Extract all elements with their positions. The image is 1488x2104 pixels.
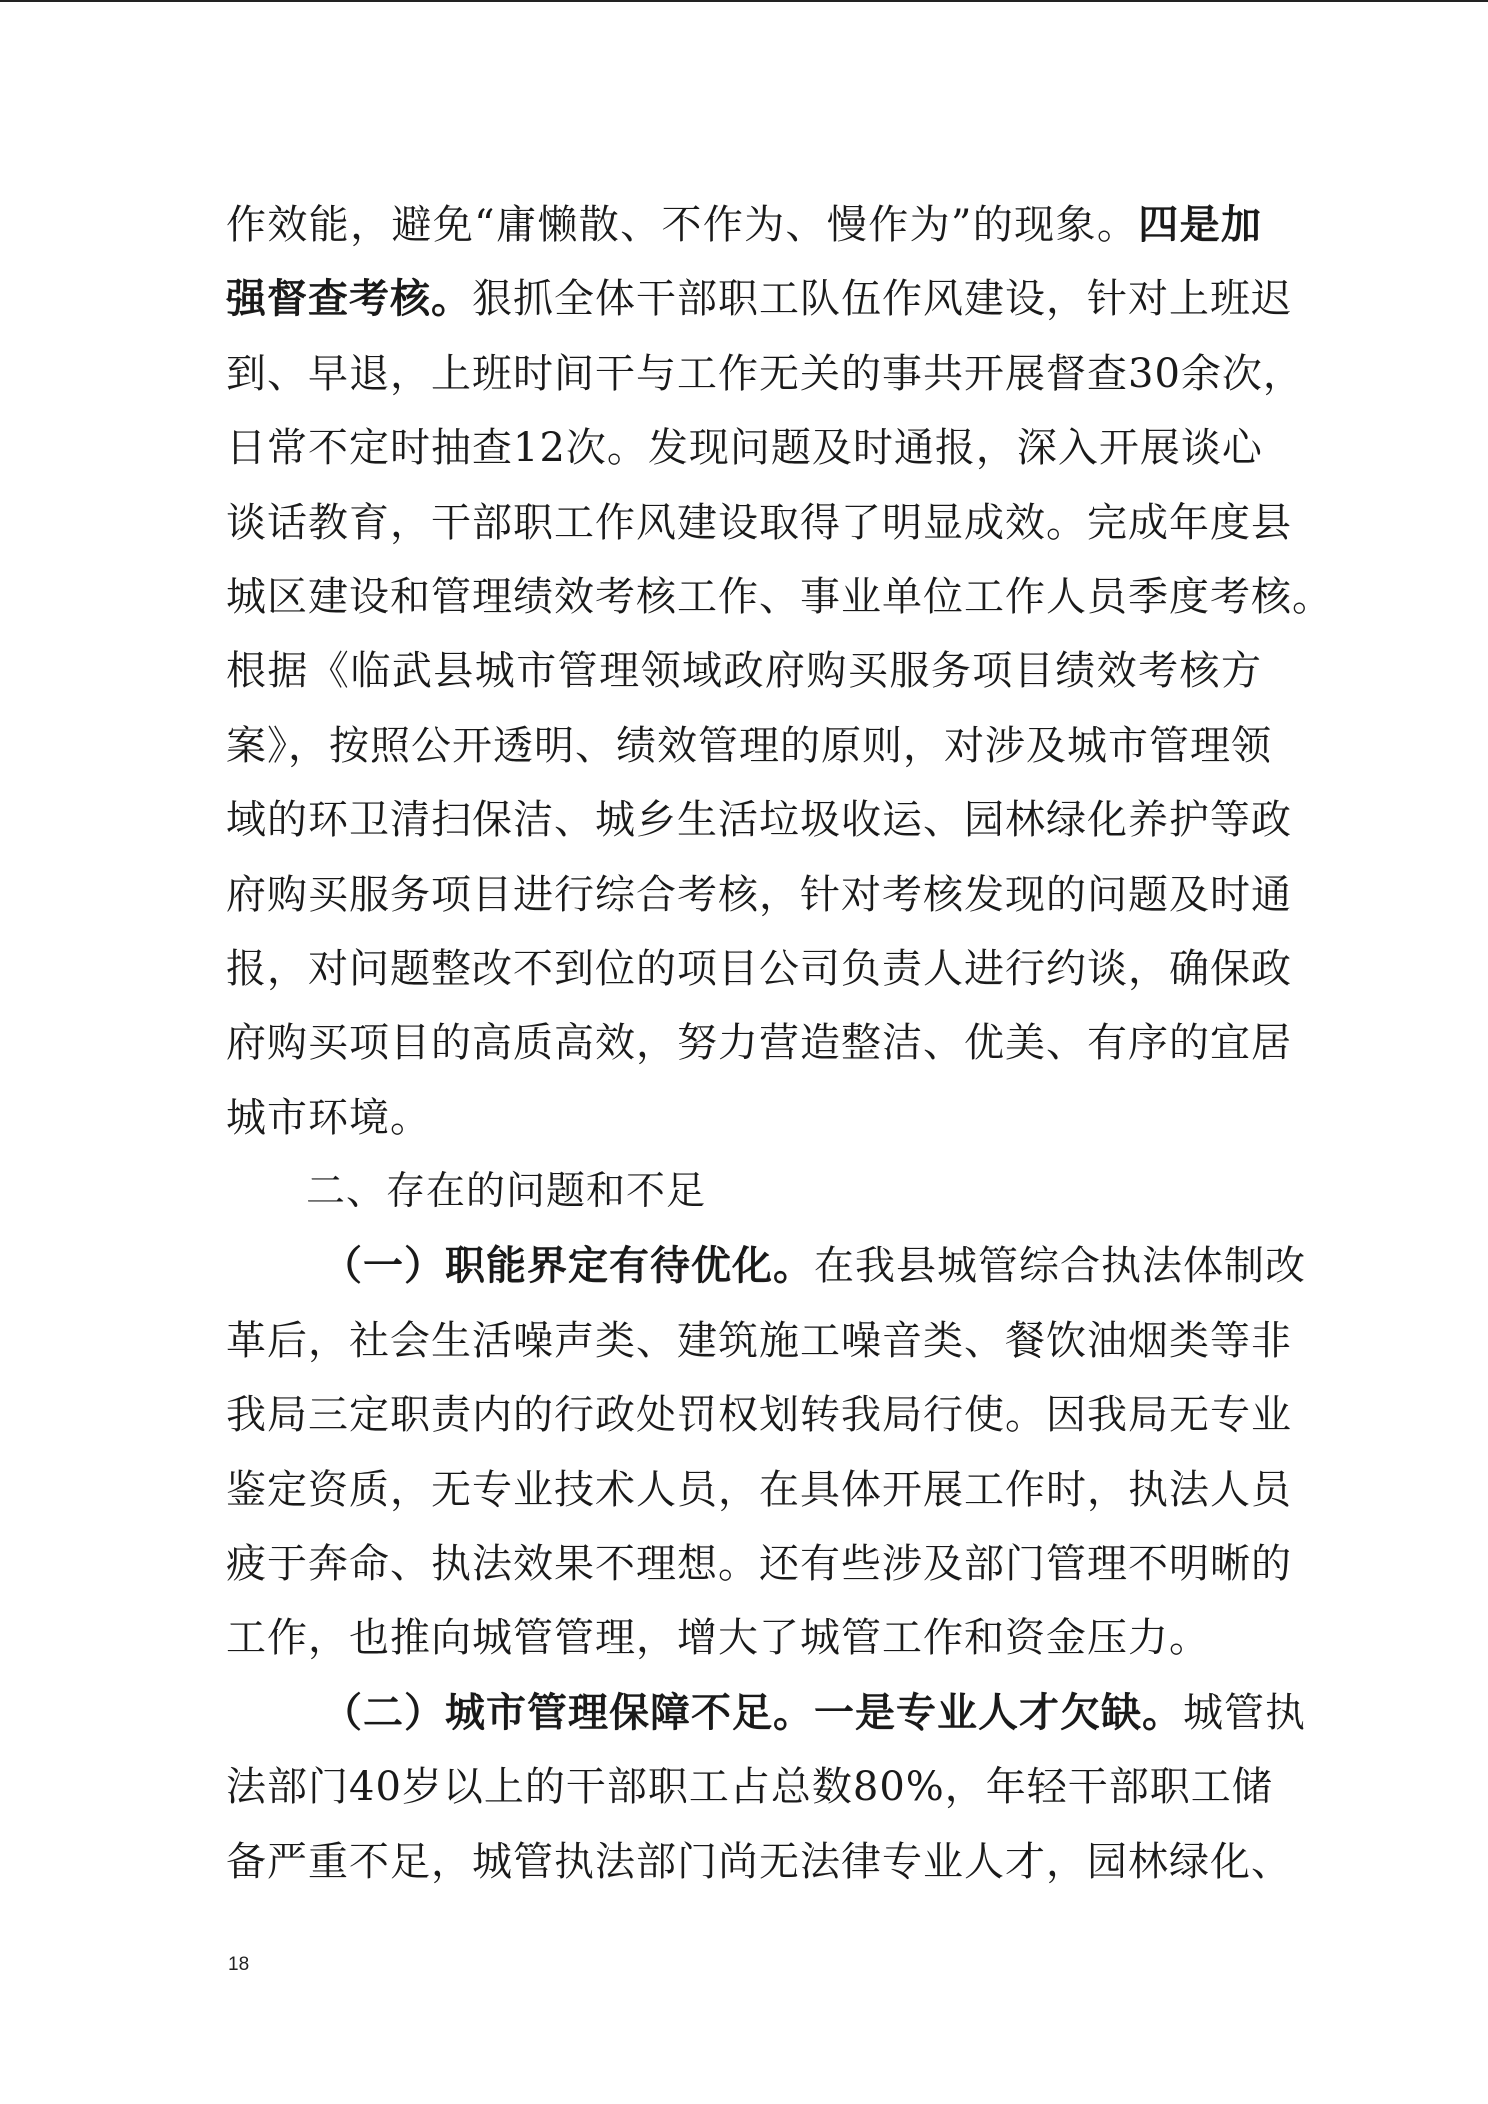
line-text: 我局三定职责内的行政处罚权划转我局行使。因我局无专业 [226,1392,1292,1439]
line-text: 根据《临武县城市管理领域政府购买服务项目绩效考核方 [226,648,1262,695]
paragraph-line [226,1378,1292,1452]
section-heading [226,1155,1262,1229]
line-text: 作效能，避免“庸懒散、不作为、慢作为”的现象。 [226,202,1139,248]
line-text: 城管执 [1183,1689,1306,1736]
paragraph-line [226,262,1292,336]
paragraph-line [226,1304,1292,1378]
paragraph-line [226,1825,1292,1899]
line-text: 狠抓全体干部职工队伍作风建设，针对上班迟 [472,276,1292,323]
paragraph-line [226,634,1262,708]
paragraph-line [226,932,1292,1006]
paragraph-line [226,337,1304,411]
paragraph-line-last [226,1601,1262,1675]
heading-text: 二、存在的问题和不足 [306,1169,707,1215]
paragraph-line [226,1229,1306,1303]
subsection-title: （二）城市管理保障不足。一是专业人才欠缺。 [322,1688,1183,1736]
line-text: 谈话教育，干部职工作风建设取得了明显成效。完成年度县 [226,499,1292,546]
paragraph-line [226,1453,1292,1527]
line-text: 法部门40岁以上的干部职工占总数80%，年轻干部职工储 [226,1764,1273,1811]
paragraph-line [226,411,1262,485]
bold-emphasis: 强督查考核。 [226,275,472,323]
line-text: 在我县城管综合执法体制改 [814,1243,1306,1290]
line-text: 工作，也推向城管管理，增大了城管工作和资金压力。 [226,1615,1210,1662]
bold-emphasis: 四是加 [1138,201,1262,248]
paragraph-line [226,560,1333,634]
line-text: 日常不定时抽查12次。发现问题及时通报，深入开展谈心 [226,425,1263,472]
paragraph-line [226,188,1262,262]
line-text: 革后，社会生活噪声类、建筑施工噪音类、餐饮油烟类等非 [226,1317,1292,1364]
line-text: 报，对问题整改不到位的项目公司负责人进行约谈，确保政 [226,945,1292,992]
line-text: 疲于奔命、执法效果不理想。还有些涉及部门管理不明晰的 [226,1541,1292,1588]
line-text: 备严重不足，城管执法部门尚无法律专业人才，园林绿化、 [226,1838,1292,1885]
subsection-title: （一）职能界定有待优化。 [322,1242,814,1290]
paragraph-line [226,1006,1292,1080]
line-text: 城区建设和管理绩效考核工作、事业单位工作人员季度考核。 [226,573,1333,620]
document-page [226,188,1333,1899]
line-text: 府购买项目的高质高效，努力营造整洁、优美、有序的宜居 [226,1020,1292,1067]
paragraph-line [226,1676,1306,1750]
paragraph-line [226,486,1292,560]
line-text: 鉴定资质，无专业技术人员，在具体开展工作时，执法人员 [226,1466,1292,1513]
line-text: 到、早退，上班时间干与工作无关的事共开展督查30余次， [226,350,1304,397]
page-number: 18 [228,1954,250,1975]
paragraph-line [226,1527,1292,1601]
top-border-line [0,0,1488,2]
line-text: 府购买服务项目进行综合考核，针对考核发现的问题及时通 [226,871,1292,918]
paragraph-line [226,783,1292,857]
line-text: 域的环卫清扫保洁、城乡生活垃圾收运、园林绿化养护等政 [226,797,1292,844]
paragraph-line [226,709,1272,783]
paragraph-line [226,858,1292,932]
line-text: 案》，按照公开透明、绩效管理的原则，对涉及城市管理领 [226,722,1272,769]
paragraph-line [226,1750,1273,1824]
line-text: 城市环境。 [226,1094,431,1141]
paragraph-line-last [226,1081,1262,1155]
